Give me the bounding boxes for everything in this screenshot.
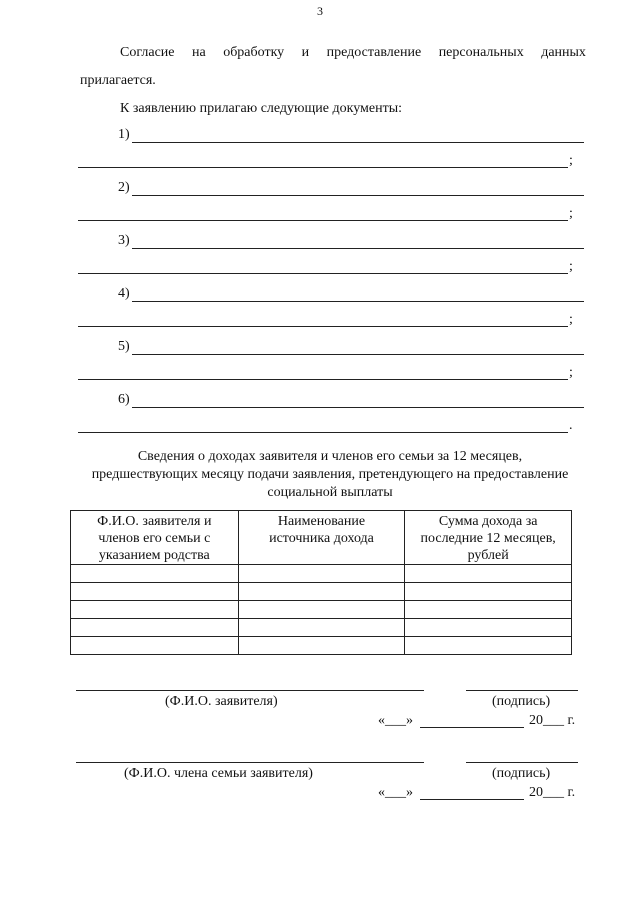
table-header-row [71, 511, 572, 565]
consent-line-2: прилагается. [80, 73, 156, 88]
table-cell[interactable] [71, 637, 239, 655]
income-heading [60, 448, 600, 502]
attachment-input-line[interactable] [132, 248, 584, 249]
attachment-input-line[interactable] [78, 273, 568, 274]
attachment-input-line[interactable] [78, 326, 568, 327]
applicant-date-day[interactable]: «___» [378, 713, 413, 728]
table-cell[interactable] [238, 583, 405, 601]
attachment-input-line[interactable] [132, 301, 584, 302]
table-cell[interactable] [405, 619, 572, 637]
family-member-date-day[interactable]: «___» [378, 785, 413, 800]
attachment-number: 1) [118, 127, 130, 142]
applicant-name-line[interactable] [76, 690, 424, 691]
table-row [71, 637, 572, 655]
attachments-intro: К заявлению прилагаю следующие документы: [120, 101, 403, 116]
consent-word: обработку [223, 45, 285, 60]
attachment-end-mark: ; [569, 312, 573, 327]
family-member-signature-line[interactable] [466, 762, 578, 763]
table-cell[interactable] [238, 637, 405, 655]
table-row [71, 601, 572, 619]
table-cell[interactable] [71, 619, 239, 637]
attachment-number: 5) [118, 339, 130, 354]
consent-word: предоставление [326, 45, 422, 60]
attachment-input-line[interactable] [78, 379, 568, 380]
attachment-number: 6) [118, 392, 130, 407]
attachment-input-line[interactable] [78, 432, 568, 433]
family-member-date-month-line[interactable] [420, 799, 524, 800]
consent-word: на [191, 45, 206, 60]
attachment-input-line[interactable] [78, 167, 568, 168]
table-cell[interactable] [238, 619, 405, 637]
attachment-input-line[interactable] [132, 142, 584, 143]
applicant-signature-label: (подпись) [492, 694, 551, 709]
applicant-date-month-line[interactable] [420, 727, 524, 728]
consent-word: и [301, 45, 310, 60]
attachment-number: 4) [118, 286, 130, 301]
header-income-source: Наименование источника дохода [238, 511, 405, 565]
attachment-end-mark: . [569, 418, 573, 433]
applicant-date-year[interactable]: 20___ г. [529, 713, 576, 728]
income-heading-line: Сведения о доходах заявителя и членов его семьи за 12 месяцев, [137, 449, 523, 464]
family-member-name-label: (Ф.И.О. члена семьи заявителя) [124, 766, 313, 781]
consent-word: персональных [438, 45, 524, 60]
header-income-amount: Сумма дохода за последние 12 месяцев, рублей [405, 511, 572, 565]
consent-line-1 [120, 44, 586, 62]
attachment-input-line[interactable] [132, 354, 584, 355]
income-table [70, 510, 572, 655]
attachment-end-mark: ; [569, 259, 573, 274]
table-cell[interactable] [238, 601, 405, 619]
attachment-number: 2) [118, 180, 130, 195]
table-cell[interactable] [405, 601, 572, 619]
attachment-end-mark: ; [569, 153, 573, 168]
table-cell[interactable] [405, 565, 572, 583]
table-row [71, 619, 572, 637]
attachment-input-line[interactable] [78, 220, 568, 221]
table-row [71, 583, 572, 601]
header-name-relation: Ф.И.О. заявителя и членов его семьи с указанием родства [71, 511, 239, 565]
attachment-end-mark: ; [569, 206, 573, 221]
attachment-input-line[interactable] [132, 407, 584, 408]
table-row [71, 565, 572, 583]
table-cell[interactable] [71, 601, 239, 619]
table-cell[interactable] [71, 583, 239, 601]
table-cell[interactable] [71, 565, 239, 583]
table-cell[interactable] [238, 565, 405, 583]
income-heading-line: предшествующих месяцу подачи заявления, претендующего на предоставление [91, 467, 569, 482]
applicant-signature-line[interactable] [466, 690, 578, 691]
family-member-name-line[interactable] [76, 762, 424, 763]
family-member-signature-label: (подпись) [492, 766, 551, 781]
page-number: 3 [317, 4, 323, 18]
attachment-end-mark: ; [569, 365, 573, 380]
table-cell[interactable] [405, 583, 572, 601]
table-cell[interactable] [405, 637, 572, 655]
consent-word: данных [541, 45, 586, 60]
consent-word: Согласие [120, 45, 175, 60]
attachment-number: 3) [118, 233, 130, 248]
attachment-input-line[interactable] [132, 195, 584, 196]
income-heading-line: социальной выплаты [267, 485, 393, 500]
family-member-date-year[interactable]: 20___ г. [529, 785, 576, 800]
applicant-name-label: (Ф.И.О. заявителя) [165, 694, 278, 709]
